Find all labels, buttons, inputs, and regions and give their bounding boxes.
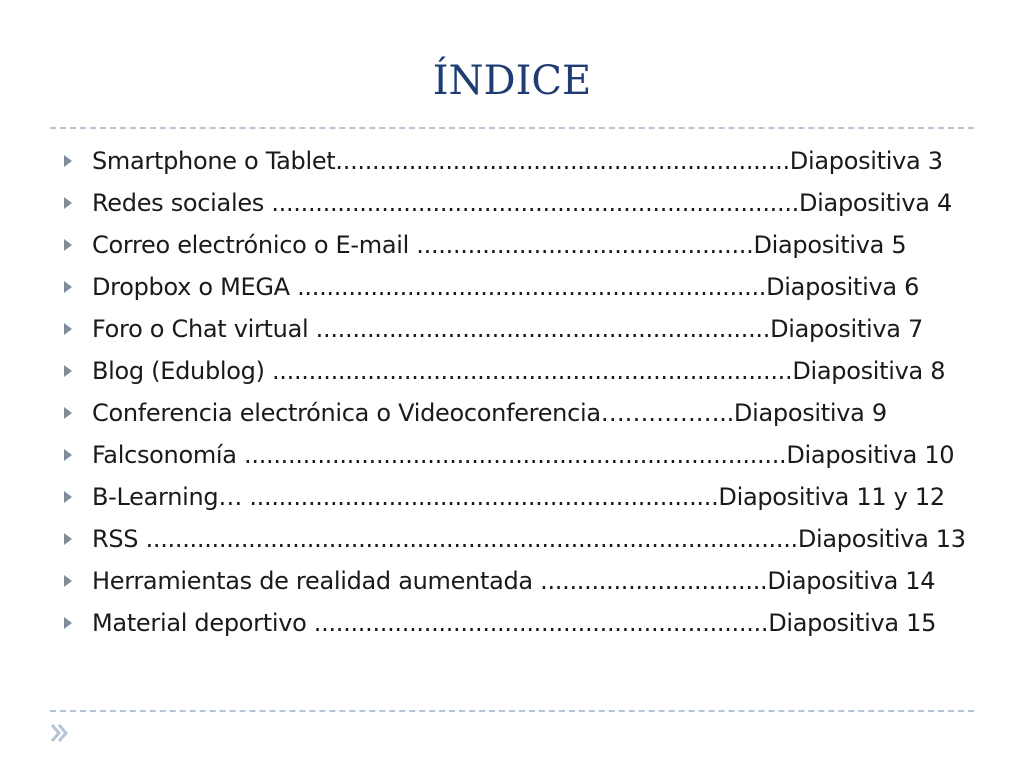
triangle-right-icon	[62, 154, 92, 168]
triangle-right-icon	[62, 616, 92, 630]
list-item[interactable]	[62, 392, 982, 434]
triangle-right-icon	[62, 196, 92, 210]
list-item-label: Material deportivo ..............................................................Diapositiva 15	[92, 609, 937, 637]
list-item-label: Smartphone o Tablet..............................................................Diapositiva 3	[92, 147, 943, 175]
list-item-label: Dropbox o MEGA ................................................................Diapositiva 6	[92, 273, 920, 301]
triangle-right-icon	[62, 532, 92, 546]
top-divider	[50, 127, 974, 129]
triangle-right-icon	[62, 280, 92, 294]
list-item-label: B-Learning… ................................................................Diapositiva 11 y 12	[92, 483, 945, 511]
list-item-label: Redes sociales ........................................................................Diapositiva 4	[92, 189, 952, 217]
list-item[interactable]	[62, 140, 982, 182]
list-item[interactable]	[62, 434, 982, 476]
triangle-right-icon	[62, 448, 92, 462]
slide-title: ÍNDICE	[432, 58, 592, 104]
list-item[interactable]	[62, 266, 982, 308]
triangle-right-icon	[62, 322, 92, 336]
list-item[interactable]	[62, 476, 982, 518]
list-item[interactable]	[62, 308, 982, 350]
triangle-right-icon	[62, 364, 92, 378]
triangle-right-icon	[62, 406, 92, 420]
triangle-right-icon	[62, 490, 92, 504]
list-item[interactable]	[62, 560, 982, 602]
list-item-label: RSS .........................................................................................Diapositiva 13	[92, 525, 966, 553]
list-item-label: Correo electrónico o E-mail ..............................................Diapositiva 5	[92, 231, 907, 259]
list-item[interactable]	[62, 602, 982, 644]
triangle-right-icon	[62, 238, 92, 252]
list-item[interactable]	[62, 350, 982, 392]
list-item-label: Conferencia electrónica o Videoconferencia……………..Diapositiva 9	[92, 399, 887, 427]
list-item[interactable]	[62, 182, 982, 224]
double-chevron-icon[interactable]	[48, 720, 70, 751]
list-item-label: Falcsonomía ..........................................................................Diapositiva 10	[92, 441, 955, 469]
triangle-right-icon	[62, 574, 92, 588]
table-of-contents	[62, 140, 982, 644]
list-item-label: Foro o Chat virtual ..............................................................Diapositiva 7	[92, 315, 924, 343]
list-item[interactable]	[62, 224, 982, 266]
list-item-label: Blog (Edublog) .......................................................................Diapositiva 8	[92, 357, 946, 385]
list-item[interactable]	[62, 518, 982, 560]
bottom-divider	[50, 710, 974, 712]
list-item-label: Herramientas de realidad aumentada ...............................Diapositiva 14	[92, 567, 936, 595]
